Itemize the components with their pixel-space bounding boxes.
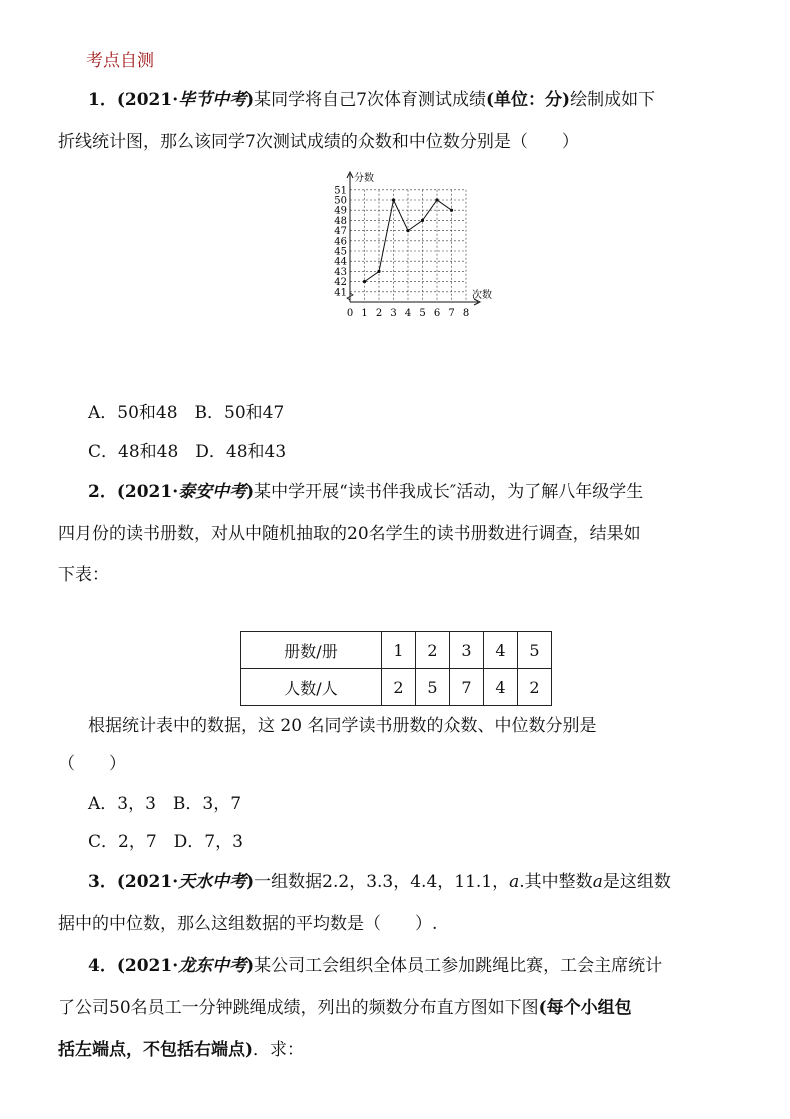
y-tick-label: 41 <box>334 287 347 299</box>
q4-source: 龙东中考 <box>178 956 247 976</box>
q3-source: 天水中考 <box>178 872 247 892</box>
table-cell: 3 <box>450 632 484 669</box>
reading-table <box>240 631 552 706</box>
q1-source: 毕节中考 <box>178 90 247 110</box>
y-tick-label: 42 <box>334 277 347 289</box>
x-tick-label: 7 <box>448 308 455 319</box>
q2-number: 2． <box>88 482 117 502</box>
data-point <box>435 198 438 201</box>
table-cell: 4 <box>484 669 518 706</box>
y-tick-labels <box>334 185 347 298</box>
q2-options-row2: C．2，7 D．7，3 <box>88 832 243 852</box>
q4-line2-text: 了公司50名员工一分钟跳绳成绩，列出的频数分布直方图如下图 <box>58 998 539 1018</box>
data-point <box>406 229 409 232</box>
q2-text-a: 某中学开展“读书伴我成长″活动，为了解八年级学生 <box>254 482 644 502</box>
q2-tag: (2021· <box>116 482 179 502</box>
q2-tag-close: ) <box>246 482 255 502</box>
y-tick-label: 45 <box>334 246 347 258</box>
x-tick-labels <box>347 308 469 319</box>
y-tick-label: 43 <box>334 266 347 278</box>
q3-line2: 据中的中位数，那么这组数据的平均数是（ ）. <box>58 914 438 934</box>
table-cell: 4 <box>484 632 518 669</box>
q2-line3: 下表： <box>58 565 109 585</box>
q4-paren-tail: 括左端点，不包括右端点) <box>58 1040 254 1060</box>
data-point <box>392 198 395 201</box>
line-chart <box>330 168 495 326</box>
y-tick-label: 51 <box>334 185 347 197</box>
q1-text-b: 绘制成如下 <box>570 90 656 110</box>
q4-tag: (2021· <box>116 956 179 976</box>
q4-number: 4． <box>88 956 117 976</box>
y-tick-label: 47 <box>334 226 347 238</box>
q2-line4: 根据统计表中的数据，这 20 名同学读书册数的众数、中位数分别是 <box>88 716 597 736</box>
q1-text-a: 某同学将自己7次体育测试成绩 <box>254 90 486 110</box>
x-tick-label: 2 <box>375 308 383 319</box>
q4-line1 <box>88 954 662 978</box>
x-tick-label: 6 <box>433 308 441 319</box>
q4-line2 <box>58 996 632 1020</box>
table-cell: 5 <box>518 632 552 669</box>
x-tick-label: 5 <box>419 308 426 319</box>
q1-number: 1． <box>88 90 117 110</box>
table-cell: 2 <box>382 669 416 706</box>
q3-text-a: 一组数据2.2，3.3，4.4，11.1， <box>254 872 510 892</box>
q3-var-a2: a <box>592 872 603 892</box>
q3-text-c: 是这组数 <box>602 872 671 892</box>
q1-line1 <box>88 88 655 112</box>
table-cell: 2 <box>416 632 450 669</box>
q1-unit: (单位：分) <box>486 90 571 110</box>
table-cell: 2 <box>518 669 552 706</box>
table-row <box>241 632 552 669</box>
q1-options-row1: A．50和48 B．50和47 <box>88 403 285 423</box>
q3-tag: (2021· <box>116 872 179 892</box>
table-header-books: 册数/册 <box>241 632 382 669</box>
y-tick-label: 46 <box>334 236 347 248</box>
chart-axes <box>347 172 480 305</box>
table-header-people: 人数/人 <box>241 669 382 706</box>
q3-var-a: a <box>509 872 520 892</box>
data-point <box>377 270 380 273</box>
q4-line3 <box>58 1038 304 1062</box>
q2-line2: 四月份的读书册数，对从中随机抽取的20名学生的读书册数进行调查，结果如 <box>58 524 641 544</box>
y-axis-label: 分数 <box>354 173 374 184</box>
q1-tag: (2021· <box>116 90 179 110</box>
y-tick-label: 50 <box>334 195 347 207</box>
x-tick-label: 1 <box>361 308 368 319</box>
table-row <box>241 669 552 706</box>
data-point <box>363 280 366 283</box>
table-cell: 7 <box>450 669 484 706</box>
q4-tag-close: ) <box>246 956 255 976</box>
y-tick-label: 49 <box>334 205 347 217</box>
q2-options-row1: A．3，3 B．3，7 <box>88 794 242 814</box>
y-tick-label: 48 <box>334 215 347 227</box>
q4-paren: (每个小组包 <box>538 998 632 1018</box>
y-tick-label: 44 <box>334 256 347 268</box>
q3-tag-close: ) <box>246 872 255 892</box>
q3-number: 3． <box>88 872 117 892</box>
table-cell: 1 <box>382 632 416 669</box>
q1-options-row2: C．48和48 D．48和43 <box>88 442 287 462</box>
q1-line2: 折线统计图，那么该同学7次测试成绩的众数和中位数分别是（ ） <box>58 132 579 152</box>
chart-grid <box>350 190 466 302</box>
q3-text-b: .其中整数 <box>519 872 593 892</box>
data-point <box>450 209 453 212</box>
data-point <box>421 219 424 222</box>
x-tick-label: 8 <box>462 308 470 319</box>
q3-line1 <box>88 870 671 894</box>
q2-line5: （ ） <box>58 754 126 774</box>
q1-tag-close: ) <box>246 90 255 110</box>
section-title: 考点自测 <box>86 51 154 71</box>
x-tick-label: 4 <box>404 308 412 319</box>
table-cell: 5 <box>416 669 450 706</box>
q2-source: 泰安中考 <box>178 482 247 502</box>
x-axis-label: 次数 <box>472 290 492 301</box>
q2-line1 <box>88 480 643 504</box>
q4-line3-tail: ．求： <box>253 1040 305 1060</box>
q4-text-a: 某公司工会组织全体员工参加跳绳比赛，工会主席统计 <box>254 956 663 976</box>
x-tick-label: 3 <box>390 308 397 319</box>
x-tick-label: 0 <box>346 308 354 319</box>
